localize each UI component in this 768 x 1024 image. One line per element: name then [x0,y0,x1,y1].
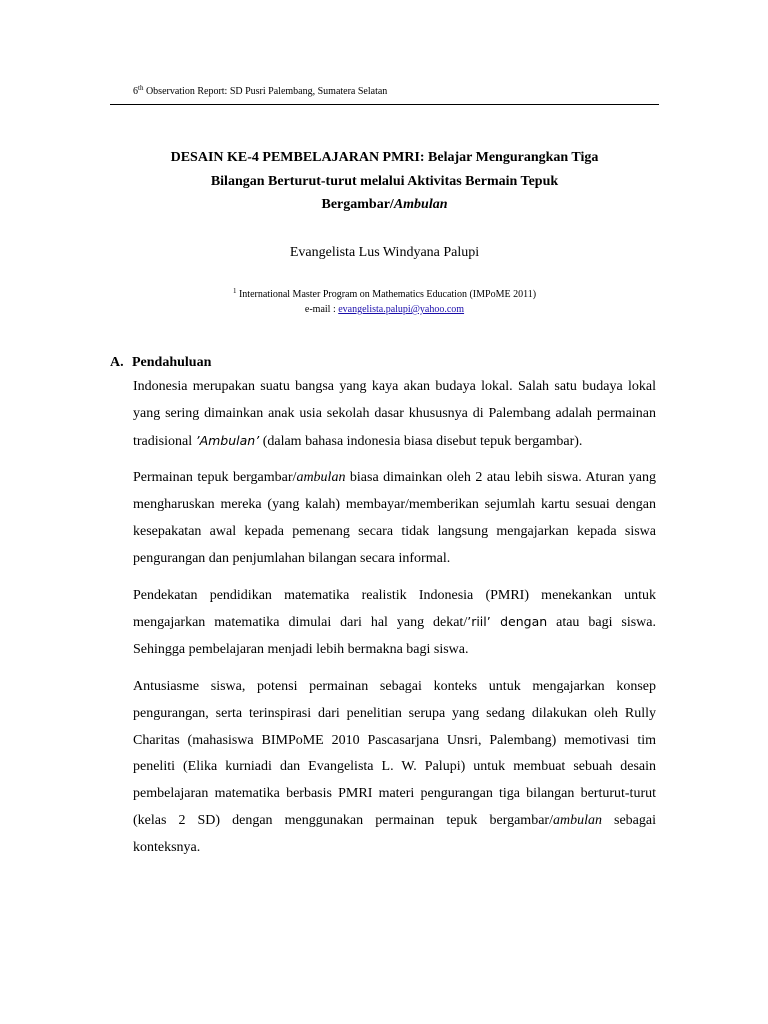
title-line-2: Bilangan Berturut-turut melalui Aktivitas Bermain Tepuk [210,173,559,189]
paragraph-1-text: Indonesia merupakan suatu bangsa yang kaya akan budaya lokal. Salah satu budaya lokal yang sering dimainkan anak usia sekolah dasar khususnya di Palembang adalah permainan tradisional [133,379,656,449]
header-superscript: th [138,84,144,92]
header-divider [110,104,659,105]
paragraph-3-text: Pendekatan pendidikan matematika realistik Indonesia (PMRI) menekankan untuk mengajarkan matematika dimulai dari hal yang dekat/ [133,587,656,631]
header-number: 6 [133,86,138,97]
paragraph-4 [133,674,656,862]
section-title: Pendahuluan [132,355,212,370]
paragraph-2-text-end: biasa dimainkan oleh 2 atau lebih siswa. Aturan yang mengharuskan mereka (yang kalah) membayar/memberikan sejumlah kartu sesuai dengan kesepakatan awal kepada pemenang secara tidak langsung mengajarkan kepada siswa pengurangan dan penjumlahan bilangan secara informal. [133,470,656,566]
author-name: Evangelista Lus Windyana Palupi [289,245,480,260]
paragraph-4-text: Antusiasme siswa, potensi permainan sebagai konteks untuk mengajarkan konsep pengurangan, serta terinspirasi dari penelitian serupa yang sedang dilakukan oleh Rully Charitas (mahasiswa BIMPoME 2010 Pascasarjana Unsri, Palembang) memotivasi tim peneliti (Elika kurniadi dan Evangelista L. W. Palupi) untuk membuat sebuah desain pembelajaran matematika berbasis PMRI materi pengurangan tiga bilangan berturut-turut (kelas 2 SD) dengan menggunakan permainan tepuk bergambar/ [133,678,656,828]
paper-title [110,146,659,217]
paragraph-4-ambulan: ambulan [552,812,602,828]
affiliation-line [110,287,659,302]
email-line [110,302,659,317]
body-text [133,374,656,872]
affiliation-program: International Master Program on Mathematics Education (IMPoME 2011) [236,289,537,300]
title-line-1: DESAIN KE-4 PEMBELAJARAN PMRI: Belajar Mengurangkan Tiga [170,150,599,165]
paragraph-3-text-end: atau bagi siswa. Sehingga pembelajaran menjadi lebih bermakna bagi siswa. [133,615,656,658]
paragraph-1 [133,374,656,455]
paragraph-3-riil: ’riil’ dengan [467,614,548,630]
paragraph-3 [133,583,656,664]
title-line-3-italic: Ambulan [393,197,448,212]
paragraph-2 [133,465,656,572]
title-line-3 [110,193,659,217]
affiliation-block [110,287,659,317]
running-header [133,86,387,98]
title-line-3-plain: Bergambar/ [321,197,394,212]
email-link[interactable]: evangelista.palupi@yahoo.com [338,304,465,315]
email-label: e-mail : [304,304,339,315]
header-text: Observation Report: SD Pusri Palembang, Sumatera Selatan [143,86,388,97]
paragraph-2-text: Permainan tepuk bergambar/ [133,470,297,486]
paragraph-4-text-end: sebagai konteksnya. [133,812,656,855]
affiliation-marker: 1 [232,287,237,295]
paragraph-2-ambulan: ambulan [296,470,346,486]
section-label: A. [110,355,124,370]
section-heading [110,354,211,372]
paragraph-1-text-end: (dalam bahasa indonesia biasa disebut tepuk bergambar). [259,433,583,449]
paragraph-1-ambulan: ’Ambulan’ [195,432,260,448]
